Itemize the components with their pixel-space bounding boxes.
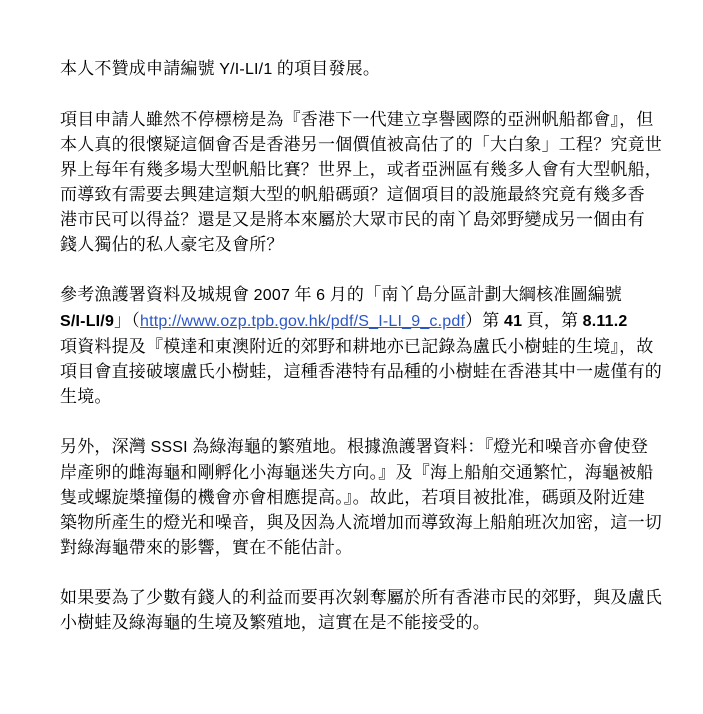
paragraph (60, 56, 655, 82)
text-segment: 項資料提及『模達和東澳附近的郊野和耕地亦已記錄為盧氏小樹蛙的生境』，故 (60, 337, 654, 356)
text-line (60, 308, 655, 334)
text-line (60, 334, 655, 359)
text-segment: 對綠海龜帶來的影響，實在不能估計。 (60, 538, 353, 557)
paragraph (60, 282, 662, 409)
text-line (60, 182, 655, 207)
text-segment: 小樹蛙及綠海龜的生境及繁殖地，這實在是不能接受的。 (60, 613, 490, 632)
text-segment: 參考漁護署資料及城規會 (60, 285, 254, 304)
text-segment: 月的「南丫島分區計劃大綱核准圖編號 (325, 285, 623, 304)
text-segment: ）第 (465, 311, 504, 330)
text-segment: 年 (290, 285, 317, 304)
text-segment: 生境。 (60, 387, 112, 406)
text-segment: 項目申請人雖然不停標榜是為『香港下一代建立享譽國際的亞洲帆船都會』，但 (60, 110, 654, 129)
paragraph (60, 107, 662, 257)
text-segment: 的項目發展。 (272, 59, 381, 78)
text-segment: 8.11.2 (582, 313, 628, 330)
text-line (60, 535, 655, 560)
text-segment: 本人不贊成申請編號 (60, 59, 220, 78)
text-line (60, 56, 655, 82)
text-segment: 本人真的很懷疑這個會否是香港另一個價值被高估了的「大白象」工程？究竟世 (60, 135, 662, 154)
text-segment: 項目會直接破壞盧氏小樹蛙，這種香港特有品種的小樹蛙在香港其中一處僅有的 (60, 362, 662, 381)
text-segment: 」（ (114, 311, 140, 330)
text-line (60, 132, 662, 157)
text-line (60, 232, 655, 257)
text-segment: 2007 (253, 287, 291, 304)
text-segment: S/I-LI/9 (60, 313, 115, 330)
text-line (60, 485, 655, 510)
text-line (60, 282, 655, 308)
text-segment: 界上每年有幾多場大型帆船比賽？世界上，或者亞洲區有幾多人會有大型帆船， (60, 160, 662, 179)
text-segment: SSSI (150, 439, 188, 456)
text-line (60, 610, 655, 635)
text-segment: Y/I-LI/1 (219, 61, 273, 78)
text-line (60, 384, 655, 409)
text-segment: 41 (503, 313, 523, 330)
document-link[interactable]: http://www.ozp.tpb.gov.hk/pdf/S_I-LI_9_c.pdf (139, 313, 466, 330)
text-line (60, 207, 655, 232)
text-line (60, 585, 662, 610)
text-segment: 港市民可以得益？還是又是將本來屬於大眾市民的南丫島郊野變成另一個由有 (60, 210, 645, 229)
text-line (60, 359, 662, 384)
text-segment: 頁，第 (522, 311, 583, 330)
text-segment: 隻或螺旋槳撞傷的機會亦會相應提高。』。故此，若項目被批准，碼頭及附近建 (60, 488, 645, 507)
paragraph (60, 585, 662, 635)
text-line (60, 510, 662, 535)
paragraph (60, 434, 662, 560)
text-segment: 如果要為了少數有錢人的利益而要再次剝奪屬於所有香港市民的郊野，與及盧氏 (60, 588, 662, 607)
text-line (60, 434, 655, 460)
text-segment: 築物所產生的燈光和噪音，與及因為人流增加而導致海上船舶班次加密，這一切 (60, 513, 662, 532)
text-segment: 另外，深灣 (60, 437, 151, 456)
document-body (60, 56, 662, 635)
text-segment: 而導致有需要去興建這類大型的帆船碼頭？這個項目的設施最終究竟有幾多香 (60, 185, 645, 204)
text-segment: 6 (316, 287, 326, 304)
text-segment: 錢人獨佔的私人豪宅及會所？ (60, 235, 284, 254)
text-segment: 岸產卵的雌海龜和剛孵化小海龜迷失方向。』及『海上船舶交通繁忙，海龜被船 (60, 463, 654, 482)
text-line (60, 107, 655, 132)
text-line (60, 157, 662, 182)
text-line (60, 460, 655, 485)
text-segment: 為綠海龜的繁殖地。根據漁護署資料：『燈光和噪音亦會使登 (187, 437, 649, 456)
